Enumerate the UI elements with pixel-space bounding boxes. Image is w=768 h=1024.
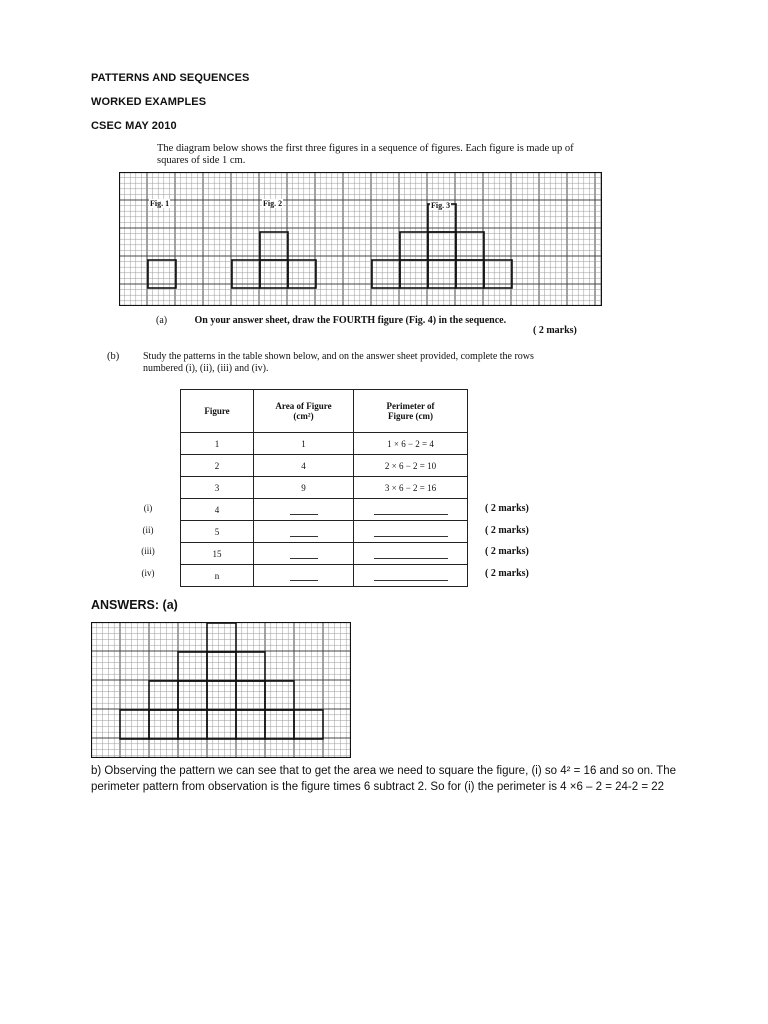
fig4-square [207, 681, 236, 710]
row-label-ii: (ii) [142, 525, 154, 535]
header-perimeter: Perimeter of Figure (cm) [354, 390, 468, 433]
cell-area-blank [254, 565, 354, 587]
subtitle-worked-examples: WORKED EXAMPLES [91, 96, 207, 108]
fig4-square [149, 681, 178, 710]
cell-figure: 3 [181, 477, 254, 499]
table-header-row [181, 390, 468, 433]
header-area: Area of Figure (cm²) [254, 390, 354, 433]
header-figure: Figure [181, 390, 254, 433]
cell-perimeter: 3 × 6 − 2 = 16 [354, 477, 468, 499]
cell-perimeter-blank [354, 521, 468, 543]
fig4-square [265, 710, 294, 739]
marks-ii: ( 2 marks) [485, 525, 529, 536]
cell-figure: 1 [181, 433, 254, 455]
answer-grid-figure [91, 622, 351, 763]
sequence-grid-figure [119, 172, 602, 311]
question-intro: The diagram below shows the first three figures in a sequence of figures. Each figure is made up of squares of side 1 cm. [157, 143, 574, 166]
part-b-text: Study the patterns in the table shown below, and on the answer sheet provided, complete the rows numbered (i), (ii), (iii) and (iv). [143, 351, 534, 374]
cell-perimeter: 1 × 6 − 2 = 4 [354, 433, 468, 455]
table-row [181, 433, 468, 455]
cell-perimeter: 2 × 6 − 2 = 10 [354, 455, 468, 477]
sequence-grid-svg [119, 172, 602, 306]
cell-figure: 2 [181, 455, 254, 477]
pattern-table [180, 389, 468, 587]
part-a-text: On your answer sheet, draw the FOURTH figure (Fig. 4) in the sequence. [194, 315, 507, 326]
table-row [181, 543, 468, 565]
subtitle-exam: CSEC MAY 2010 [91, 120, 177, 132]
part-b-label: (b) [107, 351, 120, 362]
answers-heading: ANSWERS: (a) [91, 598, 178, 612]
fig4-square [178, 710, 207, 739]
cell-area-blank [254, 521, 354, 543]
fig4-square [178, 681, 207, 710]
row-label-iv: (iv) [141, 568, 155, 578]
answer-explanation: b) Observing the pattern we can see that to get the area we need to square the figure, (i) so 4² = 16 and so on. The perimeter pattern from observation is the figure times 6 subtract 2. So for (i) the perimeter is 4 ×6 – 2 = 24-2 = 22 [91, 765, 677, 793]
fig4-square [149, 710, 178, 739]
fig4-square [178, 652, 207, 681]
fig1-label: Fig. 1 [150, 199, 170, 208]
table-row [181, 455, 468, 477]
cell-figure: 4 [181, 499, 254, 521]
part-a [156, 315, 596, 326]
marks-iv: ( 2 marks) [485, 568, 529, 579]
fig4-square [236, 681, 265, 710]
cell-area: 4 [254, 455, 354, 477]
table-row [181, 521, 468, 543]
fig4-square [207, 710, 236, 739]
fig4-square [207, 623, 236, 652]
cell-perimeter-blank [354, 565, 468, 587]
marks-i: ( 2 marks) [485, 503, 529, 514]
fig4-square [294, 710, 323, 739]
fig2-label: Fig. 2 [263, 199, 283, 208]
fig4-square [265, 681, 294, 710]
cell-perimeter-blank [354, 499, 468, 521]
title-patterns: PATTERNS AND SEQUENCES [91, 72, 250, 84]
cell-figure: 15 [181, 543, 254, 565]
table-row [181, 499, 468, 521]
cell-area-blank [254, 543, 354, 565]
marks-iii: ( 2 marks) [485, 546, 529, 557]
fig4-square [120, 710, 149, 739]
fig4-square [236, 710, 265, 739]
table-row [181, 565, 468, 587]
table-row [181, 477, 468, 499]
row-label-iii: (iii) [141, 546, 155, 556]
cell-area: 9 [254, 477, 354, 499]
part-a-marks: ( 2 marks) [533, 325, 577, 336]
cell-figure: 5 [181, 521, 254, 543]
row-label-i: (i) [143, 503, 153, 513]
fig4-square [207, 652, 236, 681]
cell-area-blank [254, 499, 354, 521]
answer-grid-svg [91, 622, 351, 758]
cell-perimeter-blank [354, 543, 468, 565]
fig4-square [236, 652, 265, 681]
cell-area: 1 [254, 433, 354, 455]
part-a-label: (a) [156, 315, 168, 326]
cell-figure: n [181, 565, 254, 587]
fig3-label: Fig. 3 [431, 201, 451, 210]
